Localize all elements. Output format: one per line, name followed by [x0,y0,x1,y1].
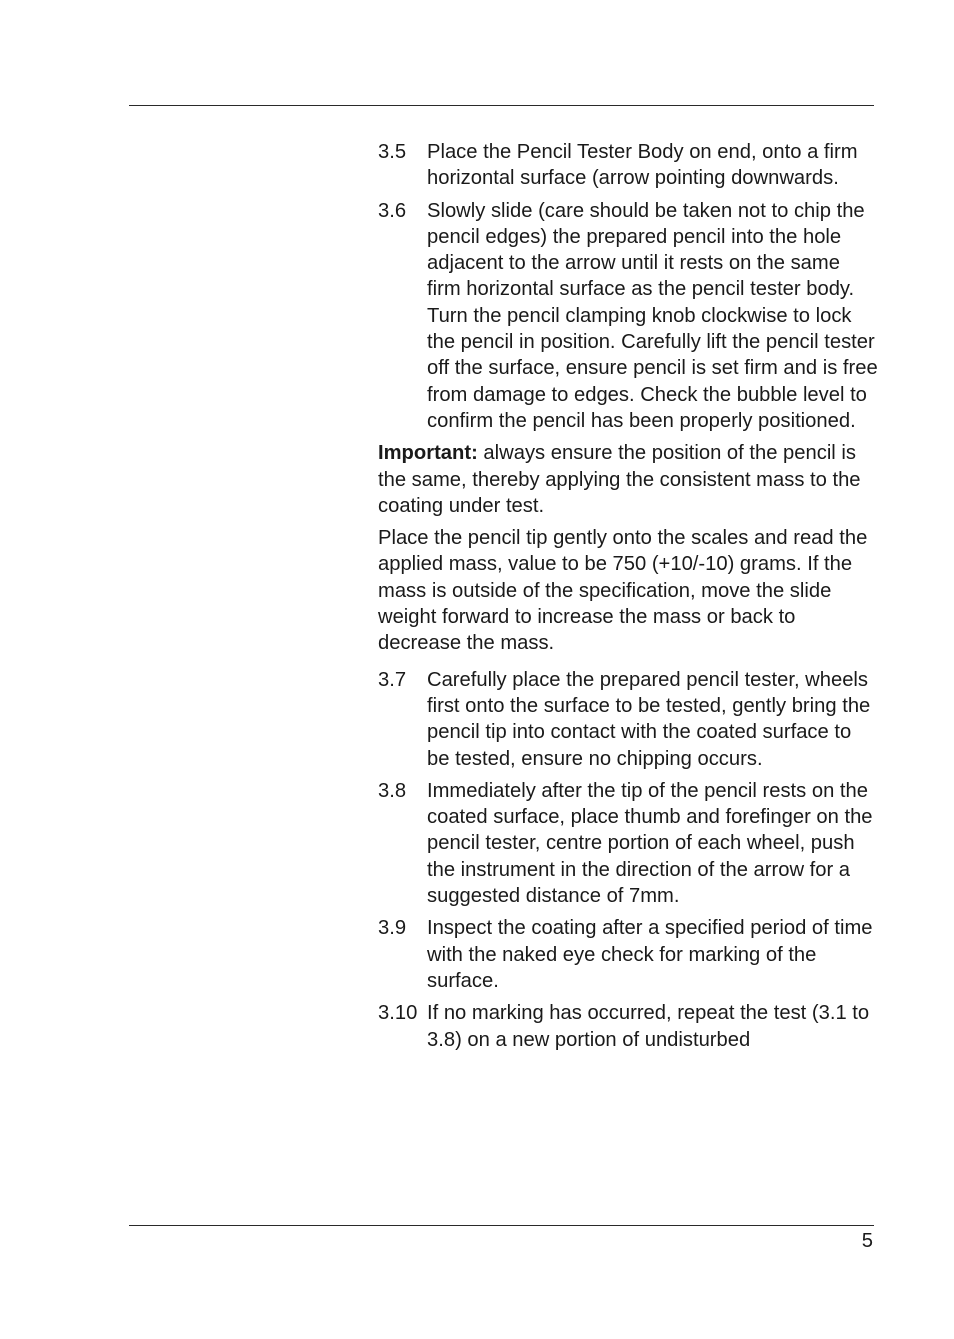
step-number: 3.10 [378,1002,418,1025]
step-text: Immediately after the tip of the pencil rests on the coated surface, place thumb and forefinger on the pencil tester, centre portion of each wheel, push the instrument in the direction of the arrow for a suggested distance of 7mm. [427,779,873,908]
step-3-9 [378,915,878,994]
important-text: always ensure the position of the pencil is the same, thereby applying the consistent mass to the coating under test. [378,442,861,517]
page-content [378,139,878,1059]
step-3-5 [378,139,878,192]
step-3-6 [378,198,878,435]
step-3-10 [378,1000,878,1053]
page-number: 5 [861,1230,873,1252]
step-number: 3.7 [378,668,407,691]
step-text: Slowly slide (care should be taken not to chip the pencil edges) the prepared pencil into the hole adjacent to the arrow until it rests on the same firm horizontal surface as the pencil tester body. Turn the pencil clamping knob clockwise to lock the pencil in position. Carefully lift the pencil tester off the surface, ensure pencil is set firm and is free from damage to edges. Check the bubble level to confirm the pencil has been properly positioned. [427,199,878,432]
step-text: Carefully place the prepared pencil tester, wheels first onto the surface to be tested, gently bring the pencil tip into contact with the coated surface to be tested, ensure no chipping occurs. [427,668,871,770]
step-text: Inspect the coating after a specified period of time with the naked eye check for marking of the surface. [427,917,873,992]
step-number: 3.5 [378,141,407,163]
step-number: 3.6 [378,199,407,222]
header-rule [129,105,874,106]
step-number: 3.9 [378,917,407,940]
important-label: Important: [378,442,478,465]
step-number: 3.8 [378,779,407,802]
step-3-8 [378,778,878,909]
important-note [378,440,878,519]
step-3-7 [378,667,878,772]
step-text: If no marking has occurred, repeat the test (3.1 to 3.8) on a new portion of undisturbed [427,1002,870,1051]
mass-paragraph: Place the pencil tip gently onto the scales and read the applied mass, value to be 750 (+10/-10) grams. If the mass is outside of the specification, move the slide weight forward to increase the mass or back to decrease the mass. [378,527,868,655]
step-text: Place the Pencil Tester Body on end, onto a firm horizontal surface (arrow pointing downwards. [427,141,858,190]
footer-rule [129,1225,874,1226]
